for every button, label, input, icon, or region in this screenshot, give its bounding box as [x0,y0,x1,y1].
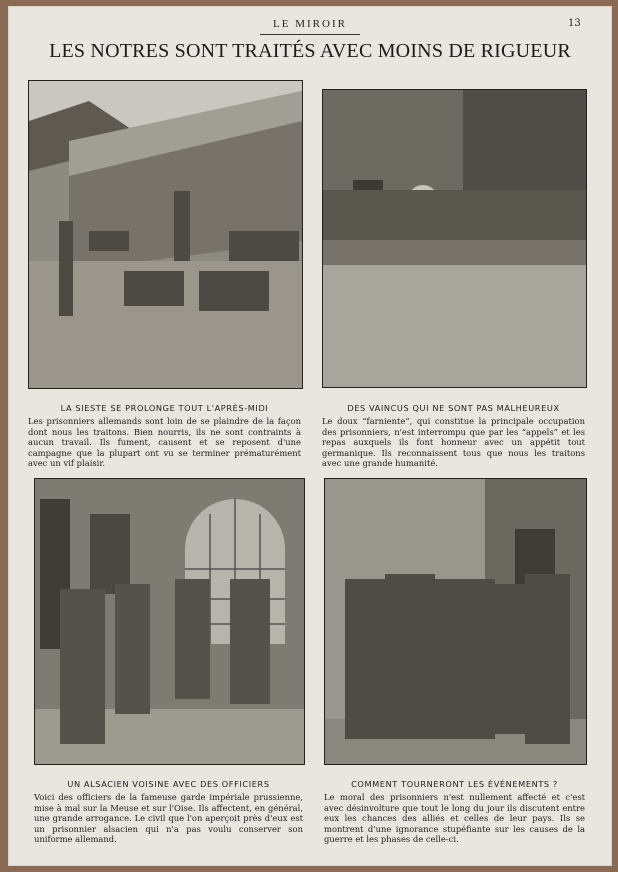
page-number: 13 [568,18,581,29]
caption-text-4: Le moral des prisonniers n'est nullement affecté et c'est avec désinvolture que tout le long du jour ils discutent entre eux les chances des alliés et celles de leur pays. Ils se montrent d'une ignorance stupéfiante sur les causes de la guerre et les phases de celle-ci. [324,792,585,845]
photo-events [324,478,587,765]
caption-text-3: Voici des officiers de la fameuse garde impériale prussienne, mise à mal sur la Meuse et sur l'Oise. Ils affectent, en général, une grande arrogance. Le civil que l'on aperçoit près d'eux est un prisonnier alsacien qui n'a pas voulu conserver son uniforme allemand. [34,792,303,845]
caption-text-1: Les prisonniers allemands sont loin de se plaindre de la façon dont nous les traitons. Bien nourris, ils ne sont contraints à aucun travail. Ils fument, causent et se reposent d'une campagne que la plupart ont vu se terminer prématurément avec un vif plaisir. [28,416,301,469]
photo-vanquished [322,89,587,388]
masthead [8,18,612,36]
magazine-name: LE MIROIR [273,18,347,30]
caption-title-4: COMMENT TOURNERONT LES ÉVÉNEMENTS ? [351,779,558,789]
photo-alsatian [34,478,305,765]
caption-title-3: UN ALSACIEN VOISINE AVEC DES OFFICIERS [67,779,270,789]
caption-title-2: DES VAINCUS QUI NE SONT PAS MALHEUREUX [347,403,560,413]
caption-title-1: LA SIESTE SE PROLONGE TOUT L'APRÈS-MIDI [60,403,269,413]
magazine-page [8,6,612,866]
caption-text-2: Le doux “farniente”, qui constitue la principale occupation des prisonniers, n'est interrompu que par les “appels” et les repas auxquels ils font honneur avec un appétit tout germanique. Ils reconnaissent tous que nous les traitons avec une grande humanité. [322,416,585,469]
photo-siesta [28,80,303,389]
page-headline: LES NOTRES SONT TRAITÉS AVEC MOINS DE RIGUEUR [49,40,571,62]
masthead-rule [260,34,360,35]
